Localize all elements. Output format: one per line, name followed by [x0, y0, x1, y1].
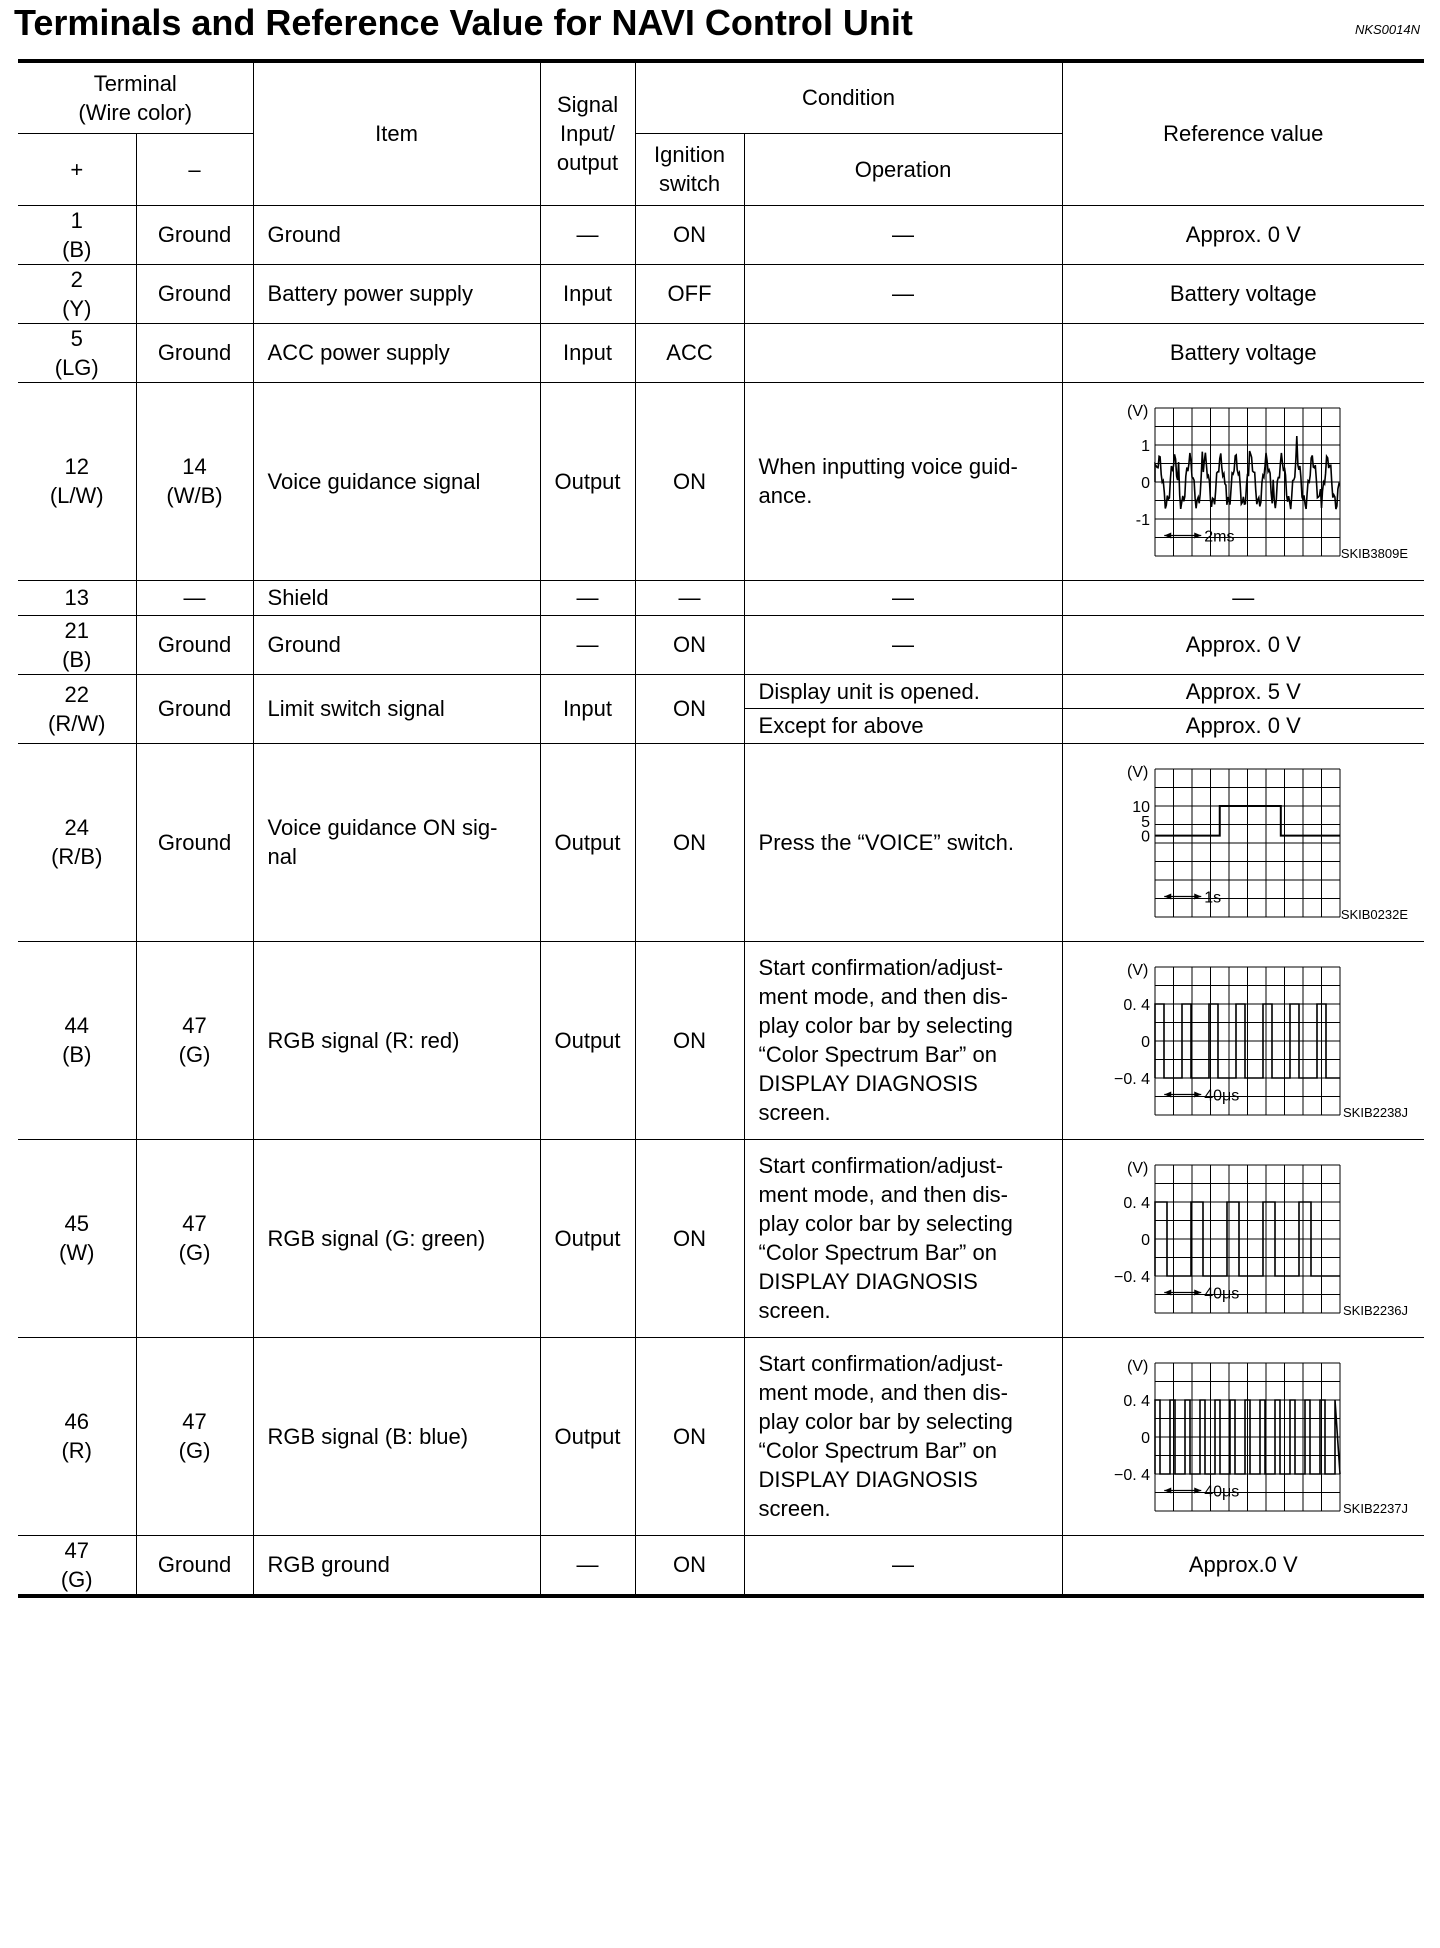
cell-signal: Output: [540, 941, 635, 1139]
waveform-time-label: 2ms: [1204, 528, 1235, 546]
waveform-time-label: 40μs: [1204, 1483, 1240, 1501]
cell-ignition-switch: ON: [635, 743, 744, 941]
operation-text-line: DISPLAY DIAGNOSIS: [758, 1071, 978, 1096]
terminal-plus-number: 22: [64, 681, 89, 707]
table-row: [18, 941, 1424, 1139]
header-ignition-switch: [635, 133, 744, 205]
waveform-unit-label: (V): [1127, 962, 1149, 979]
cell-reference-value: Approx. 0 V: [1062, 205, 1424, 264]
cell-terminal-plus: [18, 743, 136, 941]
cell-terminal-minus: [136, 615, 253, 674]
cell-reference-value: [1062, 743, 1424, 941]
operation-text: —: [892, 585, 915, 610]
cell-terminal-minus: [136, 323, 253, 382]
cell-reference-value: [1062, 382, 1424, 580]
cell-operation: [744, 1337, 1062, 1535]
waveform-y-label: 0. 4: [1123, 1195, 1151, 1212]
operation-text-line: Start confirmation/adjust-: [758, 1351, 1004, 1376]
cell-ignition-switch: ACC: [635, 323, 744, 382]
cell-ignition-switch: ON: [635, 1139, 744, 1337]
cell-operation: [744, 323, 1062, 382]
item-text: Voice guidance signal: [267, 468, 481, 494]
cell-item: [253, 382, 540, 580]
cell-operation: [744, 264, 1062, 323]
item-text: Ground: [267, 222, 341, 247]
cell-reference-value: —: [1062, 580, 1424, 615]
terminal-minus-wire-color: (G): [178, 1042, 211, 1067]
operation-text: Display unit is opened.: [758, 678, 980, 704]
terminal-minus-value: Ground: [157, 696, 232, 721]
cell-reference-value: Approx. 5 V: [1062, 674, 1424, 709]
cell-item: [253, 1535, 540, 1596]
header-terminal-label: Terminal: [93, 70, 177, 96]
cell-reference-value: Approx.0 V: [1062, 1535, 1424, 1596]
terminal-plus-wire-color: (B): [62, 646, 92, 672]
cell-terminal-plus: [18, 674, 136, 743]
header-plus: +: [18, 133, 136, 205]
terminal-minus-value: Ground: [157, 340, 232, 365]
item-text: RGB signal (R: red): [267, 1027, 460, 1053]
waveform-unit-label: (V): [1127, 403, 1149, 420]
header-signal-line1: Signal: [556, 92, 619, 118]
terminal-plus-wire-color: (B): [62, 1042, 92, 1067]
cell-item: [253, 264, 540, 323]
cell-operation: [744, 941, 1062, 1139]
cell-signal: Output: [540, 1337, 635, 1535]
terminal-plus-number: 2: [70, 266, 83, 292]
cell-operation: [744, 743, 1062, 941]
operation-text-line: When inputting voice guid-: [758, 454, 1018, 479]
cell-signal: Output: [540, 743, 635, 941]
table-row: [18, 1337, 1424, 1535]
terminal-plus-number: 21: [64, 617, 89, 643]
cell-item: [253, 1337, 540, 1535]
operation-text-line: Start confirmation/adjust-: [758, 955, 1004, 980]
header-wire-color-label: (Wire color): [78, 99, 193, 125]
item-text: Shield: [267, 585, 329, 610]
waveform-y-label: 5: [1141, 813, 1151, 831]
cell-item: [253, 323, 540, 382]
cell-signal: Input: [540, 264, 635, 323]
cell-signal: —: [540, 615, 635, 674]
cell-operation: [744, 580, 1062, 615]
waveform-grid: [1155, 1165, 1340, 1313]
terminal-plus-wire-color: (B): [62, 236, 92, 262]
waveform-y-label: 1: [1141, 438, 1151, 455]
operation-text-line: screen.: [758, 1298, 831, 1323]
cell-terminal-minus: [136, 205, 253, 264]
terminal-minus-value: 47: [182, 1409, 207, 1434]
header-signal: [540, 61, 635, 205]
table-row: [18, 323, 1424, 382]
item-text: Battery power supply: [267, 281, 473, 306]
cell-operation: [744, 205, 1062, 264]
header-minus: –: [136, 133, 253, 205]
cell-ignition-switch: ON: [635, 382, 744, 580]
operation-text-line: Start confirmation/adjust-: [758, 1153, 1004, 1178]
operation-text-line: play color bar by selecting: [758, 1211, 1013, 1236]
figure-code: SKIB2236J: [1342, 1302, 1409, 1318]
waveform-y-label: 0: [1141, 475, 1151, 492]
operation-text: —: [892, 281, 915, 306]
operation-text-line: DISPLAY DIAGNOSIS: [758, 1467, 978, 1492]
cell-terminal-plus: [18, 205, 136, 264]
cell-terminal-plus: [18, 580, 136, 615]
header-operation: Operation: [744, 133, 1062, 205]
terminal-minus-value: —: [183, 585, 206, 610]
cell-ignition-switch: ON: [635, 1535, 744, 1596]
terminal-plus-number: 13: [64, 585, 89, 610]
cell-terminal-minus: [136, 264, 253, 323]
terminal-minus-value: 14: [182, 454, 207, 479]
terminal-plus-wire-color: (R/W): [48, 710, 106, 736]
cell-reference-value: [1062, 941, 1424, 1139]
table-row: [18, 580, 1424, 615]
header-condition: Condition: [635, 61, 1062, 133]
waveform-y-label: −0. 4: [1114, 1269, 1151, 1286]
terminal-reference-table: [18, 59, 1424, 1598]
cell-terminal-plus: [18, 1337, 136, 1535]
terminal-plus-number: 24: [64, 815, 89, 840]
cell-operation: [744, 1535, 1062, 1596]
cell-item: [253, 205, 540, 264]
terminal-minus-value: Ground: [157, 1552, 232, 1577]
cell-operation: [744, 674, 1062, 709]
page-title: Terminals and Reference Value for NAVI Control Unit: [14, 2, 913, 43]
cell-signal: —: [540, 1535, 635, 1596]
table-row: [18, 1139, 1424, 1337]
waveform-unit-label: (V): [1127, 764, 1149, 781]
figure-code: SKIB2237J: [1342, 1500, 1409, 1516]
item-text: ACC power supply: [267, 340, 450, 365]
terminal-plus-wire-color: (W): [59, 1240, 95, 1265]
cell-ignition-switch: —: [635, 580, 744, 615]
cell-reference-value: [1062, 1337, 1424, 1535]
header-reference-value: Reference value: [1062, 61, 1424, 205]
cell-reference-value: Battery voltage: [1062, 264, 1424, 323]
terminal-plus-number: 5: [70, 325, 83, 351]
item-text: Ground: [267, 632, 341, 657]
cell-signal: —: [540, 580, 635, 615]
operation-text-line: “Color Spectrum Bar” on: [758, 1438, 997, 1463]
terminal-plus-wire-color: (L/W): [49, 483, 104, 508]
figure-code: SKIB3809E: [1340, 545, 1409, 561]
terminal-plus-number: 47: [64, 1537, 89, 1563]
figure-code: SKIB0232E: [1340, 906, 1409, 922]
cell-terminal-plus: [18, 1535, 136, 1596]
header-terminal: [18, 61, 253, 133]
waveform-grid: [1155, 769, 1340, 917]
terminal-plus-wire-color: (R): [61, 1438, 93, 1463]
header-ignition-line1: Ignition: [654, 142, 725, 167]
cell-ignition-switch: ON: [635, 205, 744, 264]
operation-text-line: ment mode, and then dis-: [758, 984, 1008, 1009]
terminal-plus-number: 46: [64, 1409, 89, 1434]
cell-item: [253, 580, 540, 615]
operation-text-line: “Color Spectrum Bar” on: [758, 1240, 997, 1265]
terminal-minus-value: 47: [182, 1013, 207, 1038]
operation-text-line: ment mode, and then dis-: [758, 1380, 1008, 1405]
cell-terminal-plus: [18, 382, 136, 580]
operation-text-line: screen.: [758, 1100, 831, 1125]
terminal-minus-value: Ground: [157, 829, 232, 855]
table-row: [18, 615, 1424, 674]
operation-text-line: play color bar by selecting: [758, 1013, 1013, 1038]
cell-item: [253, 941, 540, 1139]
operation-text-line: “Color Spectrum Bar” on: [758, 1042, 997, 1067]
cell-ignition-switch: ON: [635, 615, 744, 674]
terminal-minus-wire-color: (W/B): [166, 483, 223, 508]
cell-terminal-minus: [136, 580, 253, 615]
waveform-y-label: −0. 4: [1114, 1467, 1151, 1484]
table-row: [18, 205, 1424, 264]
cell-terminal-plus: [18, 264, 136, 323]
waveform-unit-label: (V): [1127, 1160, 1149, 1177]
item-text: RGB signal (G: green): [267, 1225, 486, 1251]
cell-item: [253, 615, 540, 674]
terminal-plus-wire-color: (G): [60, 1566, 93, 1592]
cell-signal: Output: [540, 382, 635, 580]
cell-reference-value: Approx. 0 V: [1062, 615, 1424, 674]
waveform-time-label: 1s: [1204, 889, 1222, 907]
cell-terminal-minus: [136, 1139, 253, 1337]
item-text: RGB ground: [267, 1552, 390, 1577]
terminal-plus-number: 12: [64, 454, 89, 479]
cell-item: [253, 674, 540, 743]
waveform-time-label: 40μs: [1204, 1285, 1240, 1303]
cell-reference-value: Battery voltage: [1062, 323, 1424, 382]
waveform-y-label: 0: [1141, 1034, 1151, 1051]
operation-text-line: ment mode, and then dis-: [758, 1182, 1008, 1207]
table-row: [18, 743, 1424, 941]
waveform-y-label: 0: [1141, 828, 1151, 846]
waveform-y-label: -1: [1136, 512, 1151, 529]
cell-ignition-switch: OFF: [635, 264, 744, 323]
header-signal-line2: Input/: [559, 121, 616, 147]
cell-operation: [744, 1139, 1062, 1337]
item-text: RGB signal (B: blue): [267, 1423, 469, 1449]
cell-terminal-minus: [136, 1535, 253, 1596]
terminal-plus-wire-color: (LG): [54, 354, 99, 380]
cell-terminal-minus: [136, 1337, 253, 1535]
header-signal-line3: output: [556, 150, 619, 176]
cell-ignition-switch: ON: [635, 674, 744, 743]
header-ignition-line2: switch: [658, 171, 721, 196]
terminal-plus-number: 1: [70, 207, 83, 233]
terminal-plus-number: 44: [64, 1013, 89, 1038]
table-body: [18, 205, 1424, 1596]
terminal-minus-value: Ground: [157, 281, 232, 306]
cell-ignition-switch: ON: [635, 1337, 744, 1535]
waveform-y-label: 10: [1132, 799, 1151, 816]
cell-signal: Input: [540, 323, 635, 382]
waveform-y-label: 0. 4: [1123, 1393, 1151, 1410]
operation-text: —: [892, 222, 915, 247]
table-row: [18, 382, 1424, 580]
header-item: Item: [253, 61, 540, 205]
item-text: Limit switch signal: [267, 696, 445, 721]
cell-ignition-switch: ON: [635, 941, 744, 1139]
cell-signal: —: [540, 205, 635, 264]
terminal-plus-wire-color: (R/B): [51, 844, 103, 869]
cell-reference-value: [1062, 1139, 1424, 1337]
cell-operation: [744, 382, 1062, 580]
operation-text-line: play color bar by selecting: [758, 1409, 1013, 1434]
cell-operation: Except for above: [744, 709, 1062, 744]
cell-terminal-plus: [18, 323, 136, 382]
operation-text-line: DISPLAY DIAGNOSIS: [758, 1269, 978, 1294]
operation-text: Press the “VOICE” switch.: [758, 829, 1015, 855]
waveform-y-label: 0: [1141, 1232, 1151, 1249]
waveform-y-label: 0. 4: [1123, 997, 1151, 1014]
cell-terminal-plus: [18, 615, 136, 674]
waveform-y-label: −0. 4: [1114, 1071, 1151, 1088]
waveform-y-label: 0: [1141, 1430, 1151, 1447]
waveform-grid: [1155, 1363, 1340, 1511]
table-row: [18, 674, 1424, 709]
terminal-minus-wire-color: (G): [178, 1240, 211, 1265]
cell-terminal-plus: [18, 941, 136, 1139]
operation-text-line: screen.: [758, 1496, 831, 1521]
cell-reference-value: Approx. 0 V: [1062, 709, 1424, 744]
terminal-minus-value: Ground: [157, 632, 232, 657]
table-row: [18, 1535, 1424, 1596]
operation-text: —: [892, 632, 915, 657]
table-row: [18, 264, 1424, 323]
item-text-line: nal: [267, 844, 297, 869]
cell-terminal-minus: [136, 674, 253, 743]
cell-signal: Output: [540, 1139, 635, 1337]
cell-signal: Input: [540, 674, 635, 743]
cell-item: [253, 743, 540, 941]
cell-item: [253, 1139, 540, 1337]
terminal-minus-wire-color: (G): [178, 1438, 211, 1463]
cell-terminal-minus: [136, 382, 253, 580]
cell-terminal-minus: [136, 941, 253, 1139]
terminal-plus-wire-color: (Y): [62, 295, 92, 321]
waveform-unit-label: (V): [1127, 1358, 1149, 1375]
item-text-line: Voice guidance ON sig-: [267, 815, 498, 840]
cell-terminal-plus: [18, 1139, 136, 1337]
cell-operation: [744, 615, 1062, 674]
figure-code: SKIB2238J: [1342, 1104, 1409, 1120]
terminal-minus-value: Ground: [157, 222, 232, 247]
operation-text-line: ance.: [758, 483, 813, 508]
terminal-plus-number: 45: [64, 1211, 89, 1236]
cell-terminal-minus: [136, 743, 253, 941]
operation-text: —: [892, 1552, 915, 1577]
document-code: NKS0014N: [1354, 22, 1420, 37]
waveform-time-label: 40μs: [1204, 1087, 1240, 1105]
terminal-minus-value: 47: [182, 1211, 207, 1236]
